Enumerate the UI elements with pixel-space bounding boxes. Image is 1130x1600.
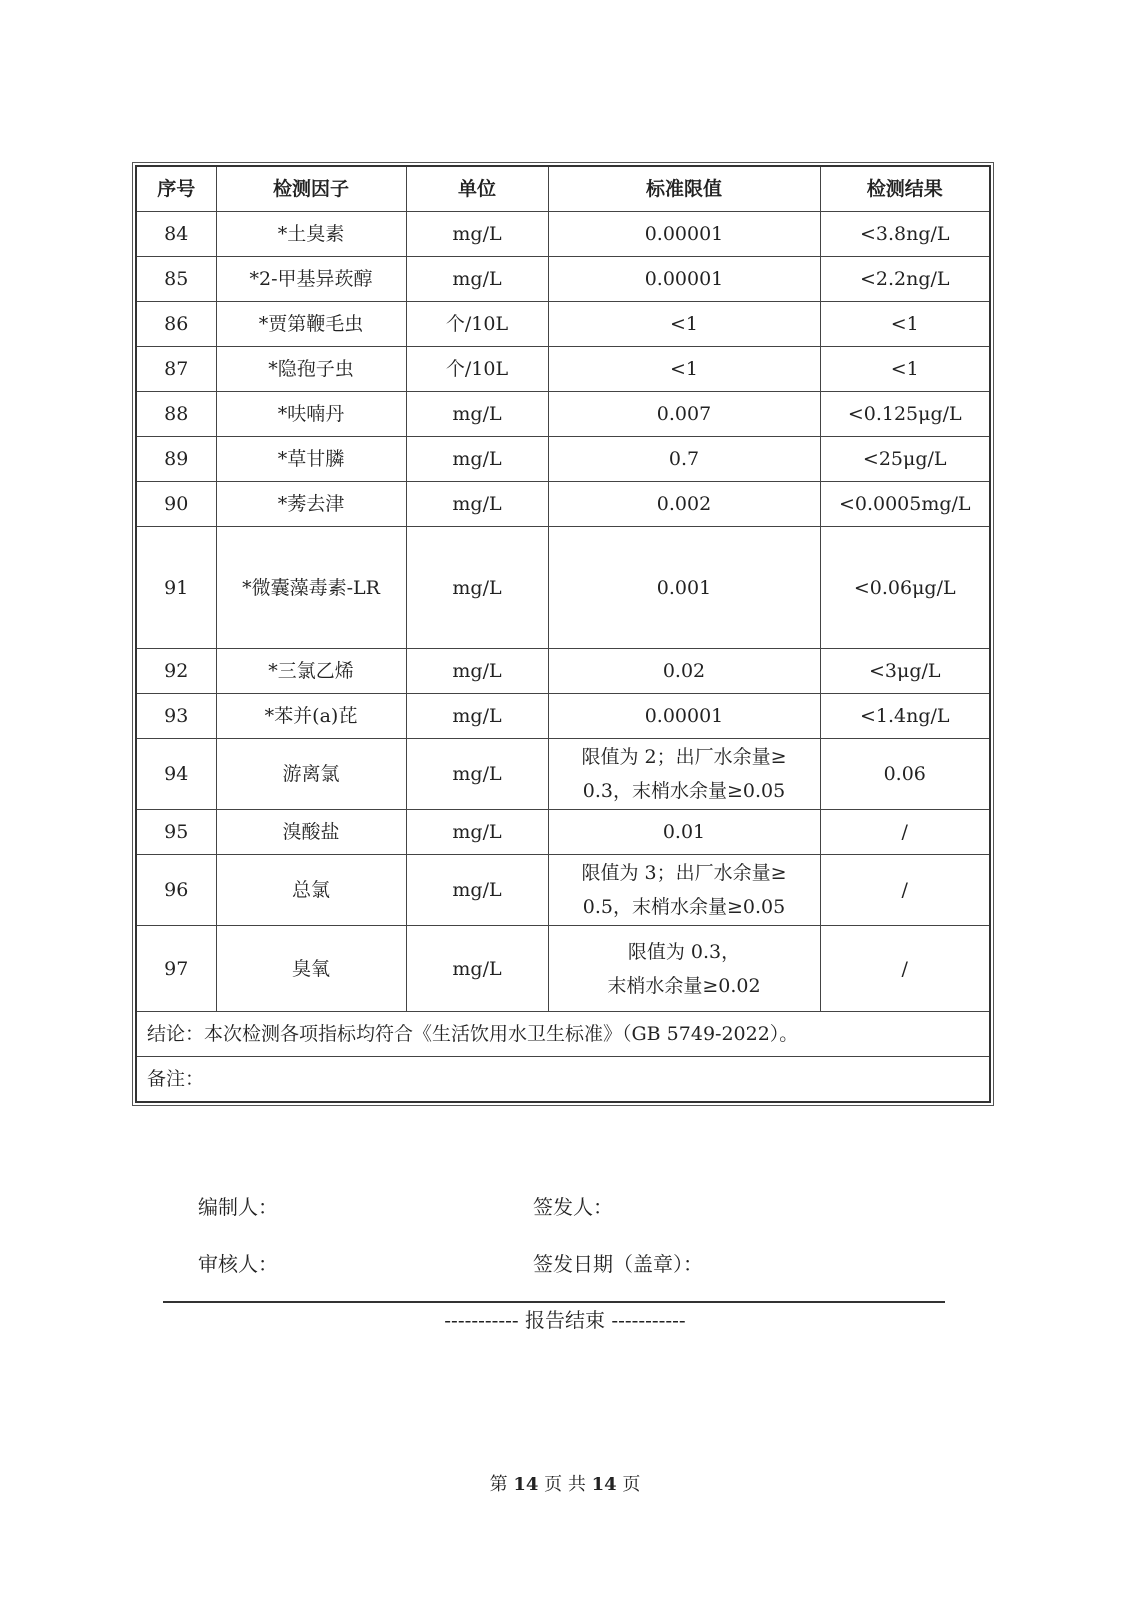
cell-limit (548, 926, 820, 1012)
cell-limit: <1 (548, 302, 820, 347)
cell-unit: mg/L (406, 392, 548, 437)
header-unit: 单位 (406, 166, 548, 212)
header-limit: 标准限值 (548, 166, 820, 212)
cell-limit: 0.7 (548, 437, 820, 482)
limit-line-2: 0.5，末梢水余量≥0.05 (582, 896, 786, 918)
page-number (0, 1470, 1130, 1496)
cell-factor: *三氯乙烯 (216, 649, 406, 694)
cell-limit: 0.00001 (548, 212, 820, 257)
limit-line-2: 末梢水余量≥0.02 (607, 974, 761, 997)
table-row (136, 855, 990, 926)
issuer-label: 签发人： (533, 1195, 613, 1219)
cell-factor: *呋喃丹 (216, 392, 406, 437)
table-row (136, 437, 990, 482)
cell-limit: 0.001 (548, 527, 820, 649)
limit-line-2: 0.3，末梢水余量≥0.05 (582, 780, 786, 802)
cell-no: 95 (136, 810, 216, 855)
table-row (136, 347, 990, 392)
table-row (136, 739, 990, 810)
cell-limit: <1 (548, 347, 820, 392)
cell-limit (548, 855, 820, 926)
page-suffix: 页 (622, 1474, 641, 1495)
cell-factor: *土臭素 (216, 212, 406, 257)
cell-no: 84 (136, 212, 216, 257)
cell-result: <3.8ng/L (820, 212, 990, 257)
cell-result: <0.06μg/L (820, 527, 990, 649)
table-row (136, 392, 990, 437)
remark-row (136, 1057, 990, 1103)
cell-factor: 游离氯 (216, 739, 406, 810)
cell-factor: *莠去津 (216, 482, 406, 527)
cell-no: 97 (136, 926, 216, 1012)
cell-limit: 0.002 (548, 482, 820, 527)
cell-result: <0.125μg/L (820, 392, 990, 437)
remark-text: 备注： (136, 1057, 990, 1103)
cell-no: 93 (136, 694, 216, 739)
table-row (136, 926, 990, 1012)
cell-factor: 溴酸盐 (216, 810, 406, 855)
cell-unit: mg/L (406, 437, 548, 482)
conclusion-row (136, 1012, 990, 1057)
cell-result: / (820, 926, 990, 1012)
cell-no: 91 (136, 527, 216, 649)
cell-factor: *微囊藻毒素-LR (216, 527, 406, 649)
cell-factor: *苯并(a)芘 (216, 694, 406, 739)
table-row (136, 257, 990, 302)
issue-date-label: 签发日期（盖章）： (533, 1252, 703, 1276)
table-row (136, 482, 990, 527)
cell-factor: *2-甲基异莰醇 (216, 257, 406, 302)
cell-no: 90 (136, 482, 216, 527)
cell-result: <1.4ng/L (820, 694, 990, 739)
report-end-mark: ----------- 报告结束 ----------- (444, 1308, 686, 1332)
cell-no: 92 (136, 649, 216, 694)
limit-line-1: 限值为 0.3， (627, 940, 741, 963)
cell-unit: mg/L (406, 810, 548, 855)
cell-unit: mg/L (406, 855, 548, 926)
table-header-row (136, 166, 990, 212)
cell-result: <0.0005mg/L (820, 482, 990, 527)
table-row (136, 810, 990, 855)
cell-no: 94 (136, 739, 216, 810)
cell-unit: mg/L (406, 694, 548, 739)
cell-unit: mg/L (406, 739, 548, 810)
cell-no: 85 (136, 257, 216, 302)
table-row (136, 694, 990, 739)
table-row (136, 527, 990, 649)
cell-factor: *隐孢子虫 (216, 347, 406, 392)
cell-result: / (820, 855, 990, 926)
cell-limit (548, 739, 820, 810)
cell-unit: mg/L (406, 257, 548, 302)
page-current: 14 (513, 1474, 539, 1495)
cell-result: <25μg/L (820, 437, 990, 482)
cell-factor: *贾第鞭毛虫 (216, 302, 406, 347)
header-result: 检测结果 (820, 166, 990, 212)
cell-unit: mg/L (406, 527, 548, 649)
cell-unit: mg/L (406, 482, 548, 527)
cell-unit: mg/L (406, 926, 548, 1012)
cell-unit: mg/L (406, 212, 548, 257)
cell-limit: 0.00001 (548, 694, 820, 739)
conclusion-text: 结论：本次检测各项指标均符合《生活饮用水卫生标准》（GB 5749-2022）。 (136, 1012, 990, 1057)
reviewer-label: 审核人： (198, 1252, 278, 1276)
limit-line-1: 限值为 2；出厂水余量≥ (581, 746, 787, 768)
cell-unit: 个/10L (406, 347, 548, 392)
cell-limit: 0.01 (548, 810, 820, 855)
test-results-table (135, 165, 991, 1103)
cell-result: <1 (820, 302, 990, 347)
cell-result: <3μg/L (820, 649, 990, 694)
limit-line-1: 限值为 3；出厂水余量≥ (581, 862, 787, 884)
table-row (136, 302, 990, 347)
cell-result: <1 (820, 347, 990, 392)
table-row (136, 649, 990, 694)
compiler-label: 编制人： (198, 1195, 278, 1219)
cell-unit: 个/10L (406, 302, 548, 347)
cell-no: 86 (136, 302, 216, 347)
cell-no: 96 (136, 855, 216, 926)
page-mid: 页 共 (544, 1474, 586, 1495)
cell-limit: 0.02 (548, 649, 820, 694)
header-factor: 检测因子 (216, 166, 406, 212)
cell-no: 87 (136, 347, 216, 392)
cell-factor: 总氯 (216, 855, 406, 926)
cell-no: 88 (136, 392, 216, 437)
cell-limit: 0.00001 (548, 257, 820, 302)
cell-limit: 0.007 (548, 392, 820, 437)
cell-result: 0.06 (820, 739, 990, 810)
cell-factor: 臭氧 (216, 926, 406, 1012)
page-total: 14 (591, 1474, 617, 1495)
cell-unit: mg/L (406, 649, 548, 694)
header-no: 序号 (136, 166, 216, 212)
cell-result: <2.2ng/L (820, 257, 990, 302)
footer-divider (163, 1301, 945, 1303)
page-prefix: 第 (489, 1474, 508, 1495)
cell-result: / (820, 810, 990, 855)
table-row (136, 212, 990, 257)
cell-factor: *草甘膦 (216, 437, 406, 482)
cell-no: 89 (136, 437, 216, 482)
